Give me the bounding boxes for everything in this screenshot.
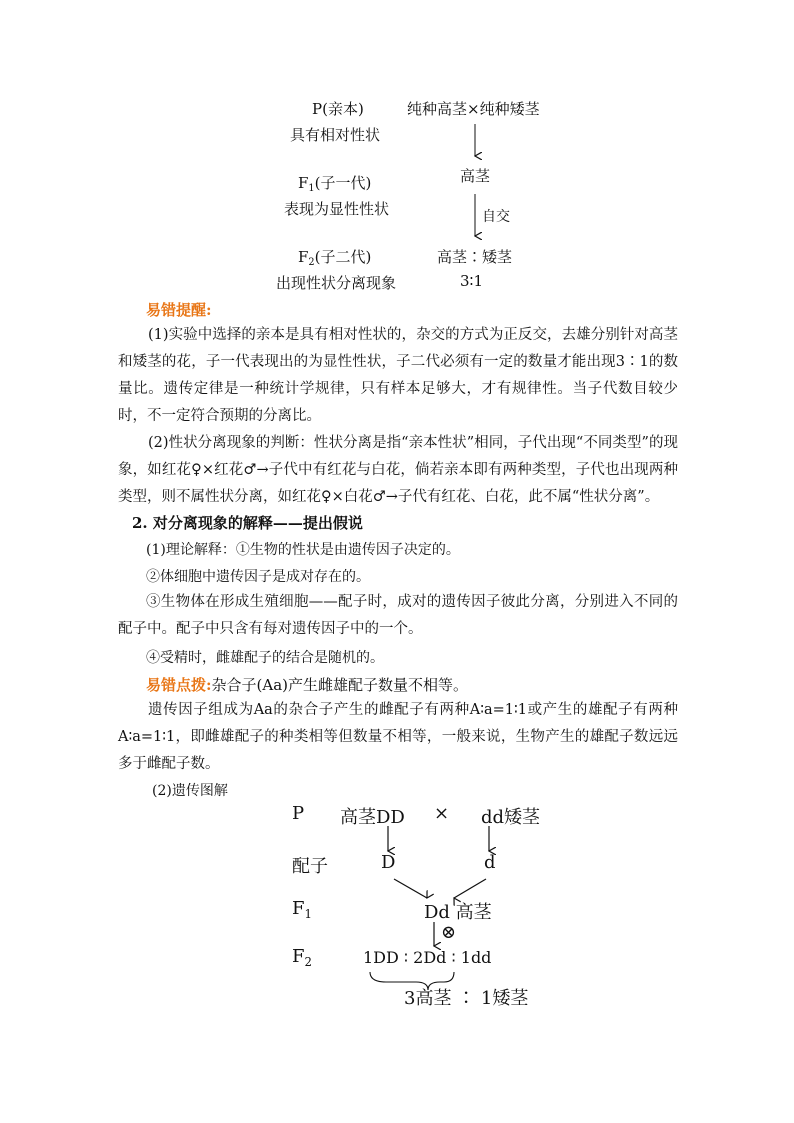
f2-description: 出现性状分离现象: [276, 274, 397, 292]
f2-result: 高茎∶矮茎: [437, 248, 513, 266]
f1-label: $F_1$(子一代): [298, 174, 372, 194]
hypothesis-item-2: ②体细胞中遗传因子是成对存在的。: [146, 569, 370, 585]
gamete-label: 配子: [292, 856, 328, 877]
warning-heading: 易错提醒:: [146, 301, 212, 319]
warning-paragraph-2: (2)性状分离现象的判断：性状分离是指“亲本性状”相同，子代出现“不同类型”的现象，如红花♀×红花♂→子代中有红花与白花，倘若亲本即有两种类型，子代也出现两种类型，则不属性状分离，如红花♀×白花♂→子代有红花、白花，此不属“性状分离”。: [118, 435, 678, 505]
genetic-diagram-heading: (2)遗传图解: [152, 783, 228, 799]
hypothesis-item-3: ③生物体在形成生殖细胞——配子时，成对的遗传因子彼此分离，分别进入不同的配子中。配子中只含有每对遗传因子中的一个。: [118, 594, 678, 637]
hypothesis-item-1: (1)理论解释：①生物的性状是由遗传因子决定的。: [146, 542, 460, 558]
gamete2-to-f1-arrow: [454, 879, 486, 898]
section2-heading: 2. 对分离现象的解释——提出假说: [132, 514, 363, 532]
tip-heading: 易错点拨:: [146, 676, 212, 694]
p-cross: 纯种高茎×纯种矮茎: [407, 100, 540, 118]
bottom-f2-label: $F_2$: [292, 946, 312, 969]
f1-genotype: Dd 高茎: [424, 902, 492, 923]
bottom-f1-label: $F_1$: [292, 898, 312, 921]
f1-description: 表现为显性性状: [284, 200, 390, 218]
gamete-1: D: [381, 852, 396, 873]
bottom-p-label: P: [292, 803, 305, 824]
f2-ratio: 3∶1: [460, 272, 483, 290]
gamete-2: d: [484, 852, 496, 873]
tip-line: [146, 674, 468, 695]
selfing-symbol: ⊗: [441, 922, 457, 943]
warning-paragraph-1: (1)实验中选择的亲本是具有相对性状的，杂交的方式为正反交，去雄分别针对高茎和矮茎的花，子一代表现出的为显性性状，子二代必须有一定的数量才能出现3∶1的数量比。遗传定律是一种统计学规律，只有样本足够大，才有规律性。当子代数目较少时，不一定符合预期的分离比。: [118, 327, 678, 424]
gamete1-to-f1-arrow: [394, 879, 427, 898]
f2-phenotypes: 3高茎 ∶ 1矮茎: [404, 988, 529, 1009]
tip-heading-text: 杂合子(Aa)产生雌雄配子数量不相等。: [211, 676, 469, 694]
selfing-label: 自交: [482, 209, 510, 225]
f2-label: $F_2$(子二代): [298, 248, 372, 268]
parent1: 高茎DD: [340, 807, 405, 828]
hypothesis-item-4: ④受精时，雌雄配子的结合是随机的。: [146, 650, 384, 666]
f1-result: 高茎: [460, 167, 491, 185]
cross-symbol: ×: [434, 803, 450, 824]
tip-paragraph: 遗传因子组成为Aa的杂合子产生的雌配子有两种A∶a=1∶1或产生的雄配子有两种A∶a=1∶1，即雌雄配子的种类相等但数量不相等，一般来说，生物产生的雄配子数远远多于雌配子数。: [118, 702, 678, 772]
p-description: 具有相对性状: [290, 126, 381, 144]
parent2: dd矮茎: [481, 807, 541, 828]
p-label: P(亲本): [312, 100, 364, 118]
f2-genotypes: 1DD ∶ 2Dd ∶ 1dd: [363, 948, 492, 967]
